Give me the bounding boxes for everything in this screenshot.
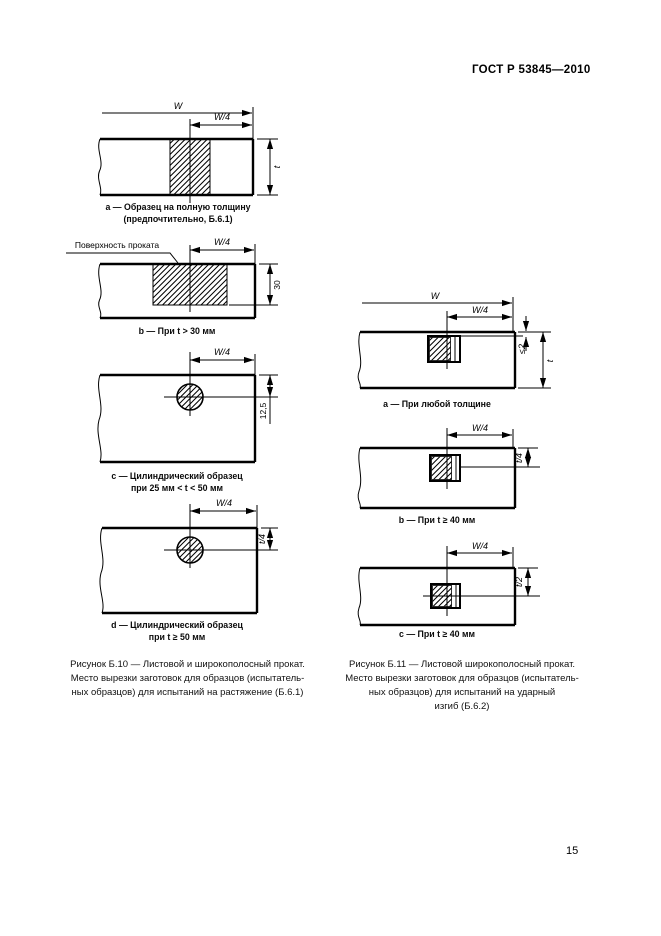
- b10-diagram-b-lines: [66, 244, 278, 318]
- figure-b11-caption: Рисунок Б.11 — Листовой широкополосный прокат. Место вырезки заготовок для образцов (испытатель- ных образцов) для испытаний на ударный изгиб (Б.6.2): [345, 659, 579, 712]
- b10b-dim-w4-label: W/4: [213, 237, 231, 247]
- b11a-dim-gap-label: ≤2: [517, 344, 527, 354]
- b10a-dim-w-label: W: [173, 101, 183, 111]
- b11c-caption: c — При t ≥ 40 мм: [398, 629, 475, 639]
- page-number: 15: [566, 845, 579, 857]
- b10a-caption: a — Образец на полную толщину (предпочтительно, Б.6.1): [105, 202, 251, 224]
- b10-diagram-d-lines: [100, 504, 278, 613]
- b10d-dim-t4-label: t/4: [257, 533, 267, 545]
- b11-diagram-a-lines: [358, 297, 551, 388]
- b11a-dim-t-label: t: [545, 359, 555, 363]
- b11b-dim-w4-label: W/4: [471, 423, 489, 433]
- b10c-dim-125-label: 12,5: [258, 402, 268, 420]
- b10d-dim-w4-label: W/4: [215, 498, 233, 508]
- b11a-dim-w4-label: W/4: [471, 305, 489, 315]
- b10a-dim-t-label: t: [272, 165, 282, 169]
- b10b-caption: b — При t > 30 мм: [138, 326, 216, 336]
- b11-diagram-b-lines: [358, 428, 540, 508]
- b11b-dim-t4-label: t/4: [514, 452, 524, 464]
- b10c-caption: c — Цилиндрический образец при 25 мм < t < 50 мм: [111, 471, 243, 493]
- b11b-caption: b — При t ≥ 40 мм: [398, 515, 476, 525]
- b10c-dim-w4-label: W/4: [213, 347, 231, 357]
- b11c-dim-t2-label: t/2: [514, 576, 524, 588]
- b11-diagram-c-lines: [358, 546, 540, 625]
- b10a-dim-w4-label: W/4: [213, 112, 231, 122]
- figure-b10-caption: Рисунок Б.10 — Листовой и широкополосный прокат. Место вырезки заготовок для образцов (испытатель- ных образцов) для испытаний на растяжение (Б.6.1): [70, 659, 305, 698]
- b11a-caption: a — При любой толщине: [383, 399, 491, 409]
- b11c-dim-w4-label: W/4: [471, 541, 489, 551]
- b10b-surface-label: Поверхность проката: [74, 240, 160, 250]
- b10-diagram-a-lines: [98, 107, 278, 203]
- b10b-dim-30-label: 30: [272, 280, 282, 290]
- b11a-dim-w-label: W: [430, 291, 440, 301]
- b10-diagram-c-lines: [98, 352, 278, 462]
- b10d-caption: d — Цилиндрический образец при t ≥ 50 мм: [111, 620, 243, 642]
- document-header-title: ГОСТ Р 53845—2010: [472, 64, 591, 76]
